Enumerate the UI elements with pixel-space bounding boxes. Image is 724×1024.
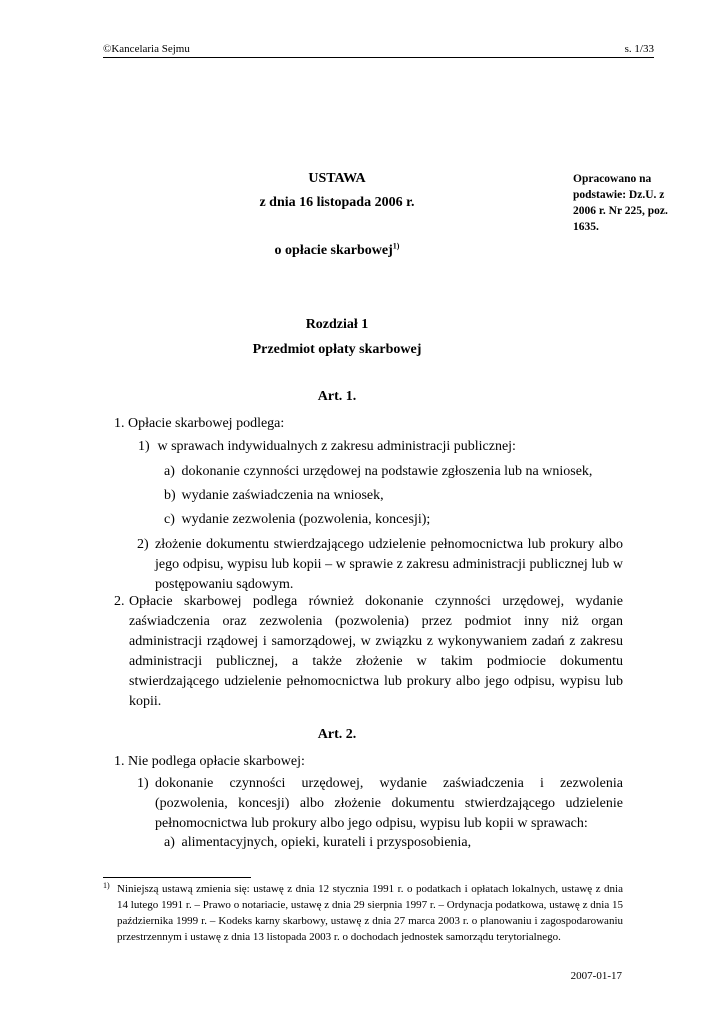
art1-b-num: b) — [164, 488, 176, 503]
art2-item1-num: 1) — [137, 776, 149, 791]
art1-item1-num: 1) — [138, 439, 150, 454]
act-subject-text: o opłacie skarbowej — [274, 243, 393, 258]
art1-item1-c — [164, 510, 624, 530]
page-number: s. 1/33 — [624, 43, 654, 55]
chapter-title: Przedmiot opłaty skarbowej — [252, 342, 422, 357]
source-note: Opracowano na podstawie: Dz.U. z 2006 r. Nr 225, poz. 1635. — [573, 173, 668, 233]
art1-item2-num: 2) — [137, 537, 149, 552]
art1-item1 — [138, 437, 623, 457]
footnote-text: Niniejszą ustawą zmienia się: ustawę z dnia 12 stycznia 1991 r. o podatkach i opłatach lokalnych, ustawę z dnia 14 lutego 1991 r. – Prawo o notariacie, ustawę z dnia 29 sierpnia 1997 r. – Ordynacja podatkowa, ustawę z dnia 15 października 1999 r. – Kodeks karny skarbowy, ustawę z dnia 27 marca 2003 r. o planowaniu i zagospodarowaniu przestrzennym i ustawę z dnia 13 listopada 2003 r. o dochodach jednostek samorządu terytorialnego. — [117, 883, 623, 943]
art1-item2-text: złożenie dokumentu stwierdzającego udzielenie pełnomocnictwa lub prokury albo jego odpisu, wypisu lub kopii – w sprawie z zakresu administracji publicznej lub w postępowaniu sądowym. — [155, 537, 623, 592]
chapter-number: Rozdział 1 — [305, 317, 369, 332]
art1-item2 — [137, 535, 623, 595]
art1-heading: Art. 1. — [317, 389, 357, 404]
act-subject — [103, 243, 571, 259]
art1-a-num: a) — [164, 464, 175, 479]
footnote-ref[interactable]: 1) — [392, 241, 400, 251]
art2-a-num: a) — [164, 835, 175, 850]
art1-para2-text: Opłacie skarbowej podlega również dokonanie czynności urzędowej, wydanie zaświadczenia oraz zezwolenia (pozwolenia) przez podmiot inny niż organ administracji rządowej i samorządowej, w związku z wykonywaniem zadań z zakresu administracji publicznej, a także złożenie w takim podmiocie dokumentu stwierdzającego udzielenie pełnomocnictwa lub prokury albo jego odpisu, wypisu lub kopii. — [129, 594, 623, 709]
art2-para1: 1. Nie podlega opłacie skarbowej: — [114, 754, 305, 769]
art1-item1-text: w sprawach indywidualnych z zakresu administracji publicznej: — [157, 439, 516, 454]
art1-para2 — [114, 592, 623, 712]
art2-item1-text: dokonanie czynności urzędowej, wydanie zaświadczenia i zezwolenia (pozwolenia, koncesji) albo złożenie dokumentu stwierdzającego udzielenie pełnomocnictwa lub prokury albo jego odpisu, wypisu lub kopii w sprawach: — [155, 776, 623, 831]
art1-item1-b — [164, 486, 624, 506]
footnote-divider — [103, 877, 251, 878]
footer-date: 2007-01-17 — [570, 970, 622, 982]
art1-c-num: c) — [164, 512, 175, 527]
art1-c-text: wydanie zezwolenia (pozwolenia, koncesji); — [181, 512, 431, 527]
footnote — [103, 881, 623, 945]
art1-para2-num: 2. — [114, 594, 125, 609]
footnote-mark: 1) — [103, 881, 110, 890]
art1-item1-a — [164, 462, 624, 482]
header-source: ©Kancelaria Sejmu — [103, 43, 190, 55]
act-type: USTAWA — [308, 171, 366, 186]
header-divider — [103, 57, 654, 58]
act-date: z dnia 16 listopada 2006 r. — [259, 195, 415, 210]
art1-a-text: dokonanie czynności urzędowej na podstawie zgłoszenia lub na wniosek, — [181, 464, 593, 479]
art2-item1-a — [164, 833, 624, 853]
art2-heading: Art. 2. — [317, 727, 357, 742]
art2-a-text: alimentacyjnych, opieki, kurateli i przysposobienia, — [181, 835, 472, 850]
art2-item1 — [137, 774, 623, 834]
art1-b-text: wydanie zaświadczenia na wniosek, — [181, 488, 384, 503]
art1-para1: 1. Opłacie skarbowej podlega: — [114, 416, 285, 431]
